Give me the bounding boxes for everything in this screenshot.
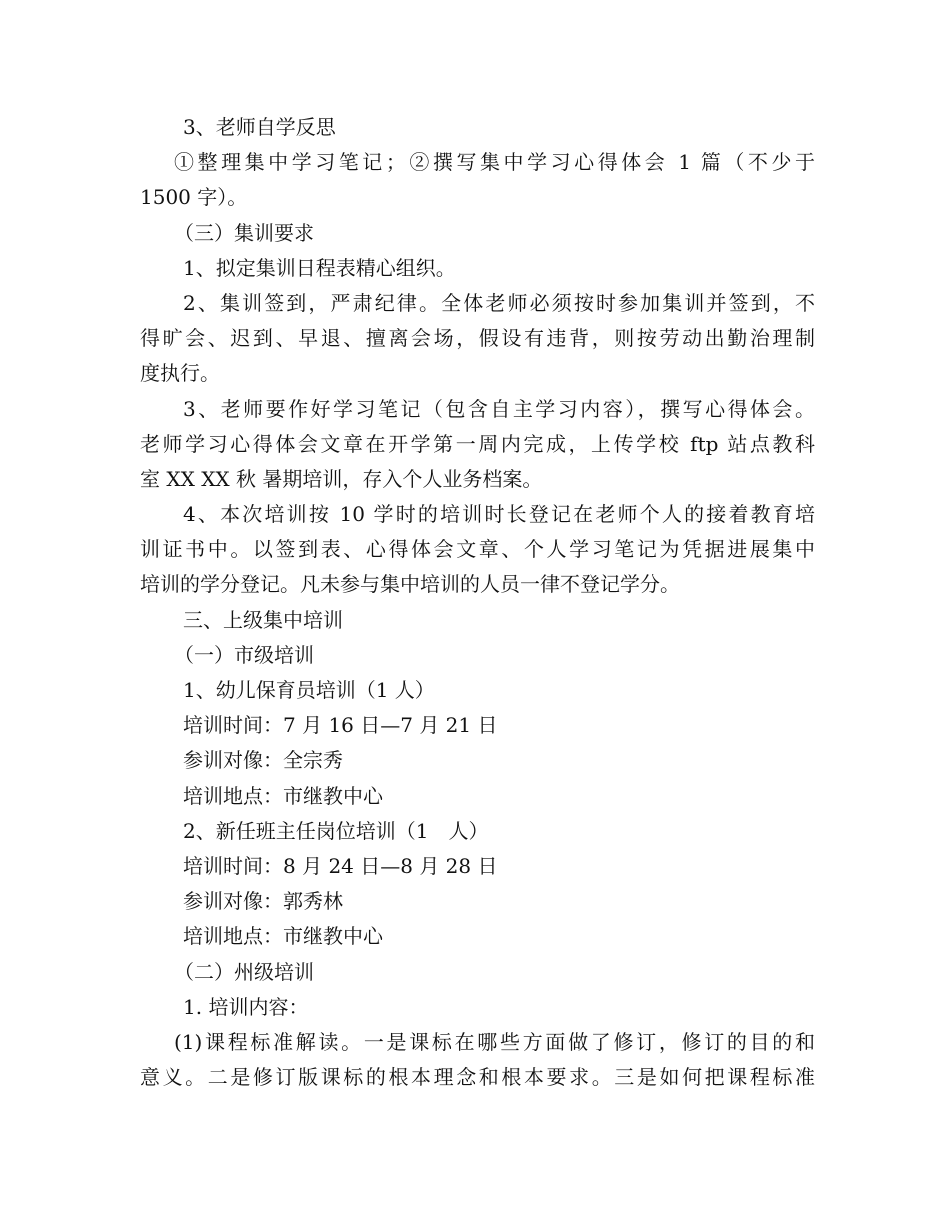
paragraph-line: 度执行。: [140, 361, 220, 386]
paragraph-line: 1、拟定集训日程表精心组织。: [183, 255, 456, 280]
list-item: 培训地点：市继教中心: [183, 924, 383, 949]
list-item: 培训时间：8 月 24 日—8 月 28 日: [183, 853, 498, 878]
heading-prefecture-training: （二）州级培训: [174, 959, 314, 984]
paragraph-line: 得旷会、迟到、早退、擅离会场，假设有违背，则按劳动出勤治理制: [140, 326, 815, 351]
list-item: 培训时间：7 月 16 日—7 月 21 日: [183, 713, 498, 738]
heading-self-study: 3、老师自学反思: [183, 115, 336, 139]
paragraph-line: 意义。二是修订版课标的根本理念和根本要求。三是如何把课程标准: [140, 1065, 815, 1090]
list-item: 参训对像：郭秀林: [183, 889, 343, 914]
heading-training-requirements: （三）集训要求: [174, 220, 314, 245]
paragraph-line: ①整理集中学习笔记；②撰写集中学习心得体会 1 篇（不少于: [174, 150, 815, 175]
paragraph-line: 1500 字）。: [140, 185, 248, 210]
paragraph-line: 2、集训签到，严肃纪律。全体老师必须按时参加集训并签到，不: [183, 290, 815, 315]
paragraph-line: 3、老师要作好学习笔记（包含自主学习内容），撰写心得体会。: [183, 396, 815, 421]
heading-city-training: （一）市级培训: [174, 642, 314, 667]
document-body: [140, 110, 815, 1095]
paragraph-line: 老师学习心得体会文章在开学第一周内完成，上传学校 ftp 站点教科: [140, 431, 815, 456]
paragraph-line: 培训的学分登记。凡未参与集中培训的人员一律不登记学分。: [140, 572, 680, 597]
list-item: 1、幼儿保育员培训（1 人）: [183, 678, 435, 702]
list-item: 培训地点：市继教中心: [183, 783, 383, 808]
heading-upper-level-training: 三、上级集中培训: [183, 607, 343, 632]
paragraph-line: 训证书中。以签到表、心得体会文章、个人学习笔记为凭据进展集中: [140, 537, 815, 562]
list-item: 参训对像：全宗秀: [183, 748, 343, 773]
paragraph-line: (1)课程标准解读。一是课标在哪些方面做了修订，修订的目的和: [174, 1029, 815, 1054]
list-item: 2、新任班主任岗位培训（1 人）: [183, 818, 489, 843]
paragraph-line: 室 XX XX 秋 暑期培训，存入个人业务档案。: [140, 466, 543, 491]
list-item: 1. 培训内容：: [183, 994, 309, 1019]
paragraph-line: 4、本次培训按 10 学时的培训时长登记在老师个人的接着教育培: [183, 502, 815, 527]
